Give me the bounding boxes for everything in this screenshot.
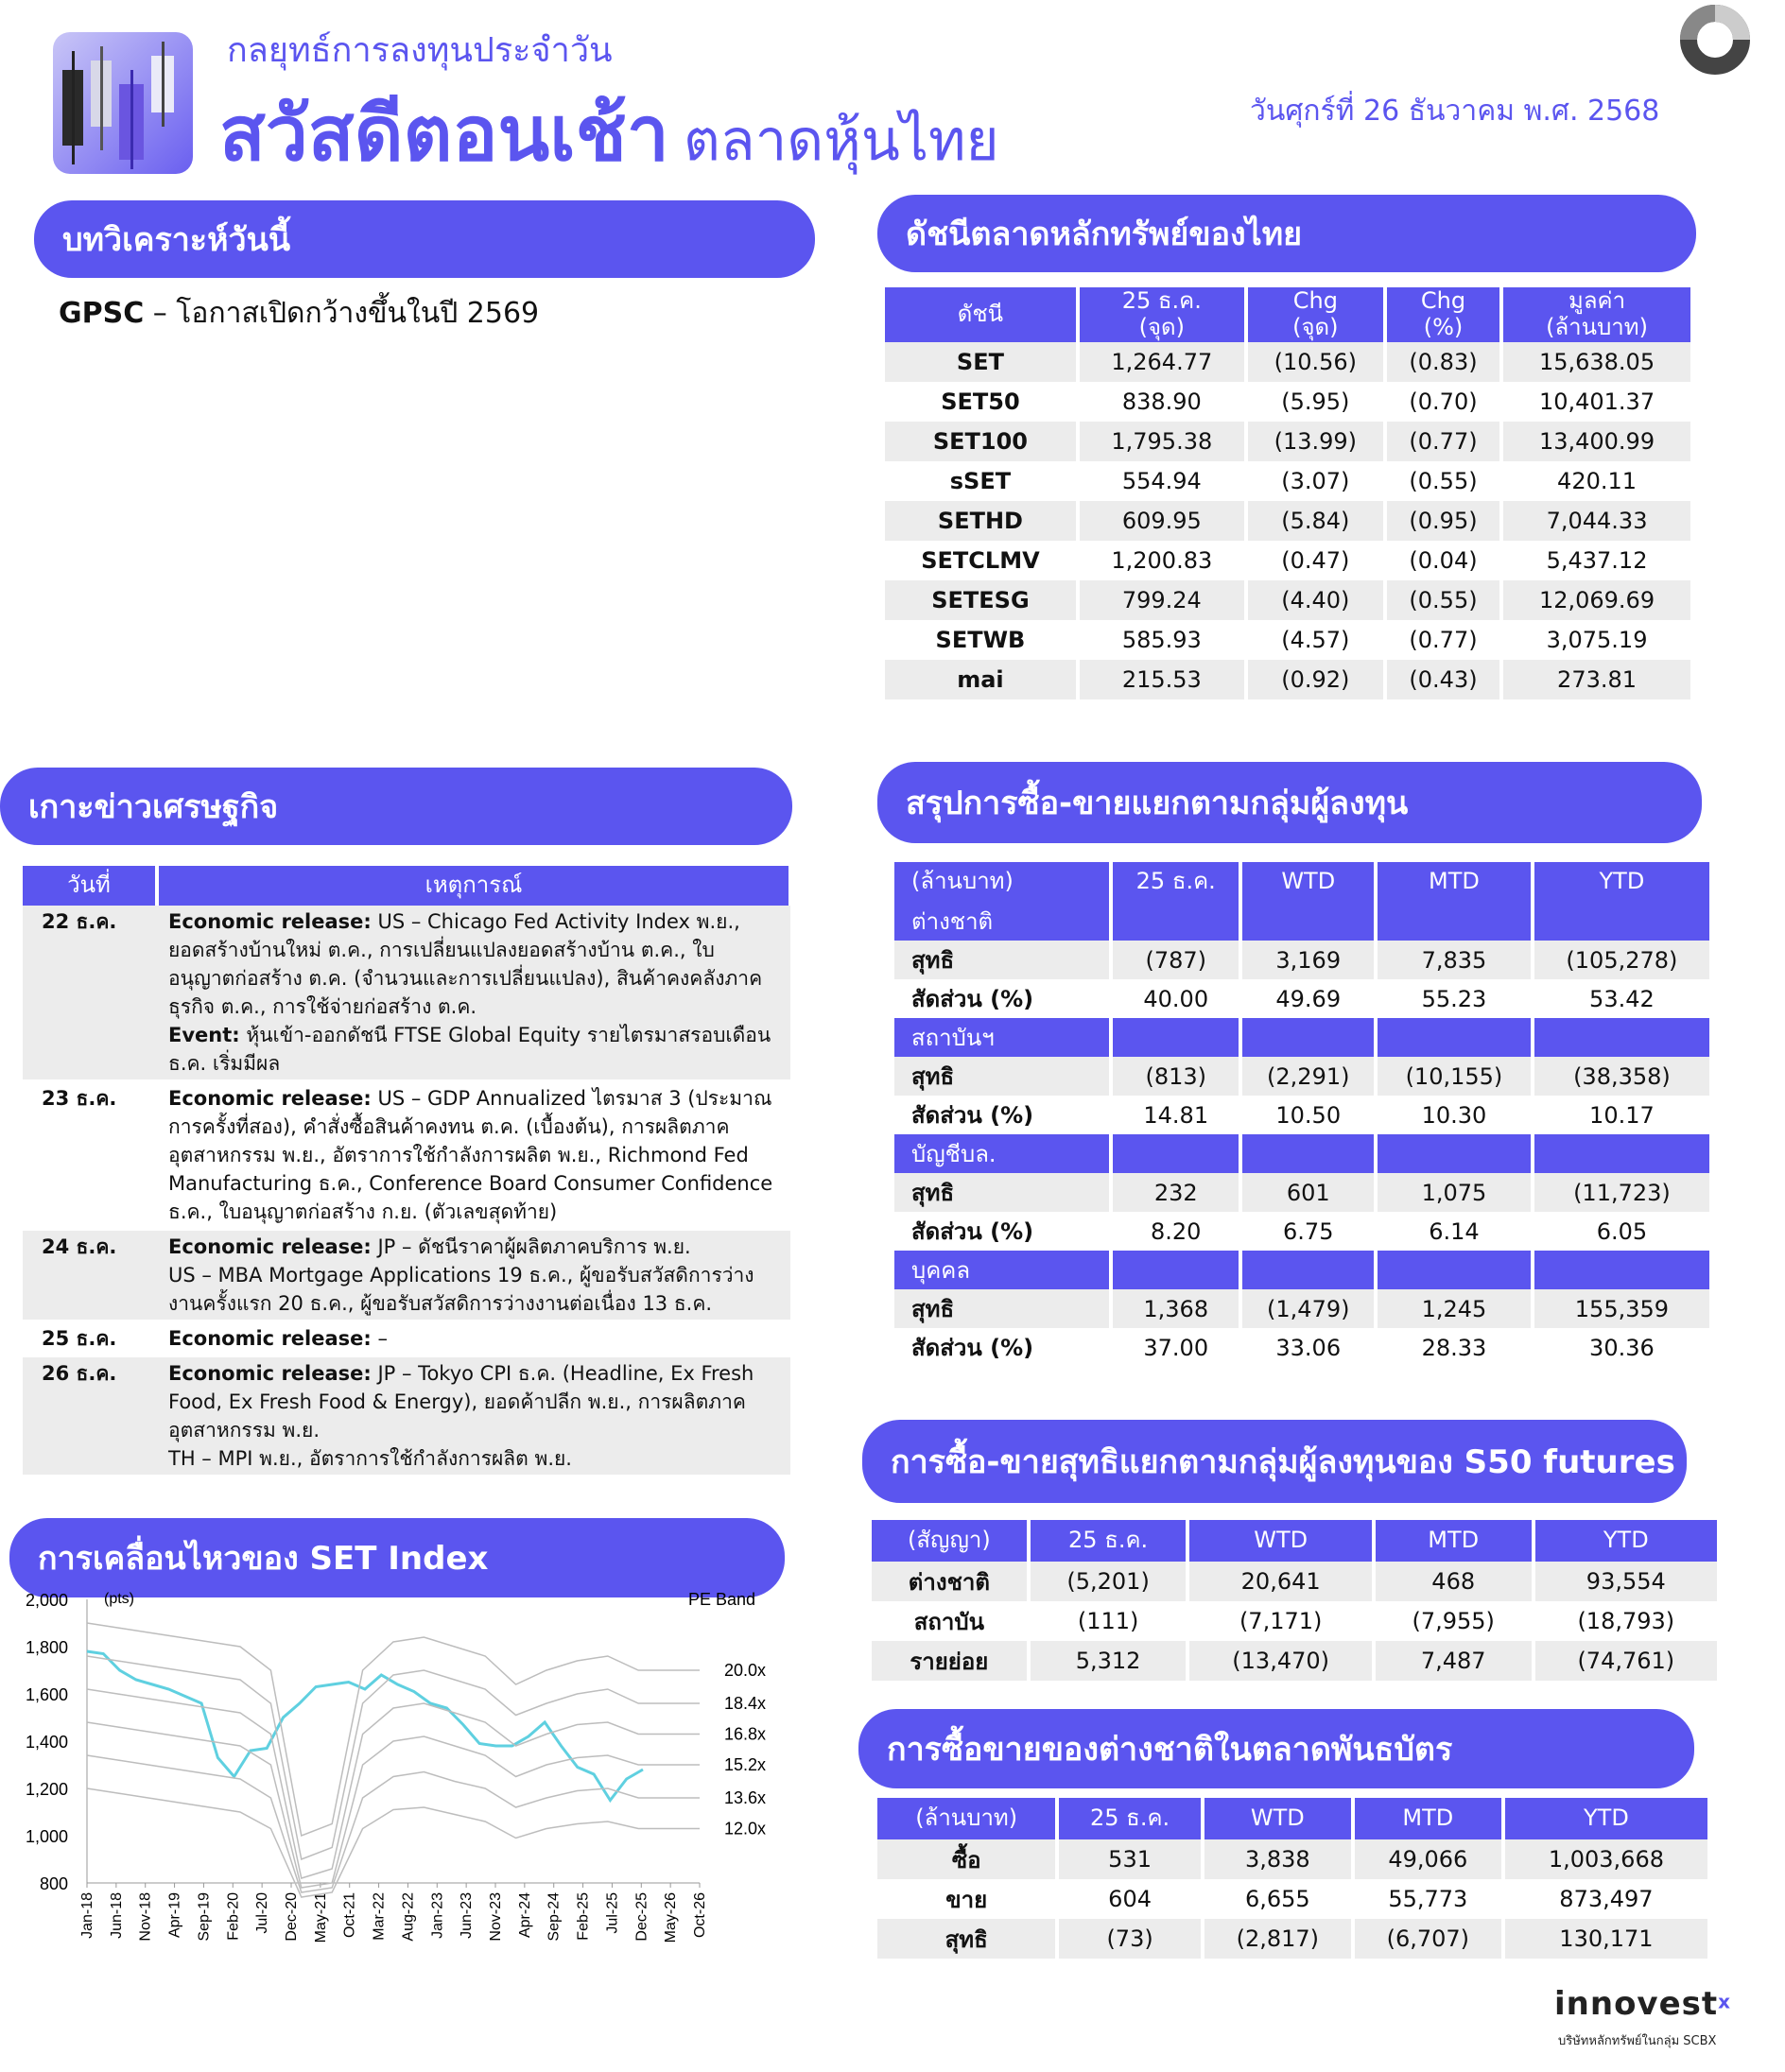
- index-value-cell: 215.53: [1078, 660, 1246, 699]
- header-title-light: ตลาดหุ้นไทย: [683, 108, 999, 174]
- investor-group-spacer: [1240, 1134, 1376, 1173]
- news-event-label: Economic release:: [168, 1327, 372, 1350]
- futures-col-2: WTD: [1187, 1520, 1373, 1562]
- news-table: [23, 866, 792, 1477]
- x-tick-label: Jun-23: [459, 1892, 476, 1939]
- news-event-text: หุ้นเข้า-ออกดัชนี FTSE Global Equity รายไตรมาสรอบเดือนธ.ค. เริ่มมีผล: [168, 1024, 771, 1075]
- futures-value-cell: (5,201): [1029, 1562, 1188, 1601]
- index-heading: [877, 195, 1696, 272]
- news-row: [23, 1230, 790, 1321]
- bond-col-4: YTD: [1503, 1798, 1709, 1839]
- futures-row: [872, 1641, 1719, 1681]
- bond-row-label: สุทธิ: [877, 1919, 1057, 1959]
- futures-value-cell: (74,761): [1534, 1641, 1719, 1681]
- investor-value-cell: 232: [1111, 1173, 1241, 1212]
- news-row: [23, 906, 790, 1081]
- investor-value-cell: 28.33: [1376, 1328, 1533, 1367]
- investor-row: [894, 941, 1711, 979]
- investor-value-cell: 53.42: [1533, 979, 1711, 1018]
- news-event-line: [168, 1021, 779, 1078]
- futures-value-cell: (111): [1029, 1601, 1188, 1641]
- index-value-cell: 554.94: [1078, 461, 1246, 501]
- news-event-line: [168, 1359, 779, 1444]
- index-value-cell: (0.55): [1385, 461, 1501, 501]
- investor-group-name: ต่างชาติ: [894, 902, 1111, 941]
- investor-group-spacer: [1111, 902, 1241, 941]
- investor-group-spacer: [1376, 1018, 1533, 1057]
- pe-band-line: [87, 1755, 700, 1892]
- futures-col-1: 25 ธ.ค.: [1029, 1520, 1188, 1562]
- y-tick-label: 1,400: [25, 1733, 68, 1752]
- investor-value-cell: (787): [1111, 941, 1241, 979]
- pe-band-line: [87, 1722, 700, 1888]
- investor-row: [894, 1289, 1711, 1328]
- investor-group-row: [894, 1251, 1711, 1289]
- investor-group-spacer: [1533, 902, 1711, 941]
- investor-value-cell: (11,723): [1533, 1173, 1711, 1212]
- investor-row: [894, 1173, 1711, 1212]
- x-tick-label: Nov-23: [488, 1892, 504, 1942]
- index-name-cell: SET50: [885, 382, 1078, 422]
- index-value-cell: 12,069.69: [1501, 580, 1692, 620]
- x-tick-label: Feb-25: [575, 1892, 592, 1941]
- investor-col-0: (ล้านบาท): [894, 862, 1111, 902]
- investor-value-cell: 7,835: [1376, 941, 1533, 979]
- x-tick-label: Jan-23: [429, 1892, 446, 1939]
- bond-col-1: 25 ธ.ค.: [1057, 1798, 1202, 1839]
- investor-value-cell: 6.14: [1376, 1212, 1533, 1251]
- investor-group-spacer: [1111, 1018, 1241, 1057]
- index-row: [885, 382, 1692, 422]
- investor-group-spacer: [1533, 1134, 1711, 1173]
- futures-col-0: (สัญญา): [872, 1520, 1029, 1562]
- analysis-heading-label: บทวิเคราะห์วันนี้: [62, 221, 291, 259]
- index-row: [885, 342, 1692, 382]
- footer-logo: innovest: [1554, 1985, 1719, 2023]
- investor-value-cell: 10.17: [1533, 1096, 1711, 1134]
- investor-value-cell: 55.23: [1376, 979, 1533, 1018]
- x-tick-label: Jan-18: [79, 1892, 95, 1939]
- investor-row: [894, 1057, 1711, 1096]
- investor-col-3: MTD: [1376, 862, 1533, 902]
- investor-value-cell: 3,169: [1240, 941, 1376, 979]
- y-tick-label: 1,200: [25, 1780, 68, 1799]
- futures-heading-label: การซื้อ-ขายสุทธิแยกตามกลุ่มผู้ลงทุนของ S50 futures: [891, 1443, 1675, 1481]
- bond-value-cell: 531: [1057, 1839, 1202, 1879]
- investor-row: [894, 1328, 1711, 1367]
- index-value-cell: (10.56): [1246, 342, 1385, 382]
- investor-col-4: YTD: [1533, 862, 1711, 902]
- y-tick-label: 800: [39, 1874, 68, 1893]
- index-row: [885, 541, 1692, 580]
- pe-band-line: [87, 1656, 700, 1859]
- bond-heading-label: การซื้อขายของต่างชาติในตลาดพันธบัตร: [887, 1731, 1453, 1769]
- investor-row-label: สัดส่วน (%): [894, 1328, 1111, 1367]
- news-event: [157, 1081, 790, 1230]
- news-heading: [0, 768, 792, 845]
- index-value-cell: (0.55): [1385, 580, 1501, 620]
- index-value-cell: (0.77): [1385, 620, 1501, 660]
- pe-band-series-label: 18.4x: [724, 1694, 767, 1713]
- pe-band-line: [87, 1788, 700, 1897]
- x-tick-label: May-26: [663, 1892, 680, 1943]
- index-col-2: Chg (จุด): [1246, 287, 1385, 342]
- investor-table: [894, 862, 1713, 1367]
- investor-value-cell: (813): [1111, 1057, 1241, 1096]
- bond-col-2: WTD: [1203, 1798, 1353, 1839]
- investor-group-name: สถาบันฯ: [894, 1018, 1111, 1057]
- investor-value-cell: (105,278): [1533, 941, 1711, 979]
- futures-value-cell: (13,470): [1187, 1641, 1373, 1681]
- investor-value-cell: 37.00: [1111, 1328, 1241, 1367]
- investor-value-cell: 10.50: [1240, 1096, 1376, 1134]
- index-value-cell: 13,400.99: [1501, 422, 1692, 461]
- index-value-cell: 5,437.12: [1501, 541, 1692, 580]
- index-row: [885, 660, 1692, 699]
- news-event-line: [168, 1084, 779, 1226]
- index-value-cell: (0.43): [1385, 660, 1501, 699]
- futures-value-cell: 7,487: [1374, 1641, 1534, 1681]
- bond-table: [877, 1798, 1711, 1959]
- pe-band-series-label: 15.2x: [724, 1755, 767, 1774]
- news-event: [157, 1321, 790, 1356]
- bond-row: [877, 1879, 1709, 1919]
- news-event-line: [168, 1261, 779, 1318]
- index-col-3: Chg (%): [1385, 287, 1501, 342]
- bond-value-cell: 1,003,668: [1503, 1839, 1709, 1879]
- investor-group-spacer: [1533, 1018, 1711, 1057]
- investor-value-cell: 601: [1240, 1173, 1376, 1212]
- news-date: 22 ธ.ค.: [23, 906, 157, 1081]
- news-event: [157, 906, 790, 1081]
- pe-band-label: PE Band: [688, 1592, 756, 1609]
- pe-band-line: [87, 1689, 700, 1878]
- futures-row-label: รายย่อย: [872, 1641, 1029, 1681]
- x-tick-label: Feb-20: [225, 1892, 242, 1941]
- index-row: [885, 422, 1692, 461]
- index-name-cell: mai: [885, 660, 1078, 699]
- analysis-ticker[interactable]: GPSC: [59, 297, 145, 330]
- investor-heading-label: สรุปการซื้อ-ขายแยกตามกลุ่มผู้ลงทุน: [906, 785, 1409, 822]
- bond-row-label: ซื้อ: [877, 1839, 1057, 1879]
- news-date: 24 ธ.ค.: [23, 1230, 157, 1321]
- x-tick-label: Sep-19: [196, 1892, 213, 1942]
- futures-value-cell: 20,641: [1187, 1562, 1373, 1601]
- investor-group-name: บุคคล: [894, 1251, 1111, 1289]
- investor-heading: [877, 762, 1702, 843]
- futures-row: [872, 1562, 1719, 1601]
- news-event-text: US – GDP Annualized ไตรมาส 3 (ประมาณการครั้งที่สอง), คำสั่งซื้อสินค้าคงทน ต.ค. (เบื้องต้น), การผลิตภาคอุตสาหกรรม พ.ย., อัตราการใช้กำลังการผลิต พ.ย., Richmond Fed Manufacturing ธ.ค., Conference Board Consumer Confidence ธ.ค., ใบอนุญาตก่อสร้าง ก.ย. (ตัวเลขสุดท้าย): [168, 1087, 773, 1223]
- pe-band-line: [87, 1623, 700, 1836]
- header-kicker: กลยุทธ์การลงทุนประจำวัน: [227, 31, 613, 70]
- investor-group-spacer: [1533, 1251, 1711, 1289]
- investor-group-spacer: [1111, 1134, 1241, 1173]
- futures-row: [872, 1601, 1719, 1641]
- investor-value-cell: (2,291): [1240, 1057, 1376, 1096]
- investor-value-cell: (38,358): [1533, 1057, 1711, 1096]
- futures-row-label: สถาบัน: [872, 1601, 1029, 1641]
- set-index-line: [87, 1651, 643, 1801]
- analysis-heading: [34, 200, 815, 278]
- index-value-cell: (5.84): [1246, 501, 1385, 541]
- index-value-cell: 838.90: [1078, 382, 1246, 422]
- index-value-cell: (4.40): [1246, 580, 1385, 620]
- investor-value-cell: (1,479): [1240, 1289, 1376, 1328]
- x-tick-label: Oct-26: [692, 1892, 708, 1939]
- index-value-cell: 799.24: [1078, 580, 1246, 620]
- news-event: [157, 1230, 790, 1321]
- news-event: [157, 1356, 790, 1476]
- news-event-text: US – MBA Mortgage Applications 19 ธ.ค., ผู้ขอรับสวัสดิการว่างงานครั้งแรก 20 ธ.ค., ผู้ขอรับสวัสดิการว่างงานต่อเนื่อง 13 ธ.ค.: [168, 1264, 754, 1315]
- news-event-line: [168, 907, 779, 1021]
- index-name-cell: SETWB: [885, 620, 1078, 660]
- investor-value-cell: 1,245: [1376, 1289, 1533, 1328]
- news-heading-label: เกาะข่าวเศรษฐกิจ: [28, 788, 279, 826]
- pe-band-series-label: 16.8x: [724, 1724, 767, 1744]
- y-tick-label: 1,600: [25, 1685, 68, 1704]
- index-value-cell: (0.95): [1385, 501, 1501, 541]
- futures-value-cell: 468: [1374, 1562, 1534, 1601]
- index-name-cell: sSET: [885, 461, 1078, 501]
- investor-value-cell: 33.06: [1240, 1328, 1376, 1367]
- index-value-cell: 1,200.83: [1078, 541, 1246, 580]
- y-tick-label: 1,800: [25, 1638, 68, 1657]
- header-title-bold: สวัสดีตอนเช้า: [219, 90, 669, 178]
- index-name-cell: SETESG: [885, 580, 1078, 620]
- index-value-cell: (0.47): [1246, 541, 1385, 580]
- investor-row-label: สุทธิ: [894, 1057, 1111, 1096]
- index-value-cell: (13.99): [1246, 422, 1385, 461]
- futures-value-cell: 5,312: [1029, 1641, 1188, 1681]
- news-event-label: Economic release:: [168, 1362, 372, 1385]
- investor-group-spacer: [1240, 902, 1376, 941]
- investor-group-name: บัญชีบล.: [894, 1134, 1111, 1173]
- news-row: [23, 1321, 790, 1356]
- news-date: 26 ธ.ค.: [23, 1356, 157, 1476]
- investor-group-row: [894, 902, 1711, 941]
- investor-group-spacer: [1240, 1251, 1376, 1289]
- investor-value-cell: 1,368: [1111, 1289, 1241, 1328]
- index-value-cell: 420.11: [1501, 461, 1692, 501]
- bond-value-cell: 6,655: [1203, 1879, 1353, 1919]
- investor-value-cell: 40.00: [1111, 979, 1241, 1018]
- index-name-cell: SET: [885, 342, 1078, 382]
- bond-row: [877, 1839, 1709, 1879]
- index-name-cell: SET100: [885, 422, 1078, 461]
- investor-row: [894, 979, 1711, 1018]
- futures-value-cell: 93,554: [1534, 1562, 1719, 1601]
- pe-band-series-label: 12.0x: [724, 1819, 767, 1839]
- investor-row-label: สุทธิ: [894, 1289, 1111, 1328]
- index-table: [885, 287, 1694, 699]
- footer-sub: บริษัทหลักทรัพย์ในกลุ่ม SCBX: [1558, 2034, 1717, 2048]
- index-col-4: มูลค่า (ล้านบาท): [1501, 287, 1692, 342]
- x-tick-label: Oct-21: [341, 1892, 358, 1939]
- investor-row-label: สัดส่วน (%): [894, 1096, 1111, 1134]
- y-tick-label: 2,000: [25, 1592, 68, 1610]
- bond-value-cell: 604: [1057, 1879, 1202, 1919]
- bond-value-cell: 55,773: [1353, 1879, 1503, 1919]
- index-value-cell: (0.83): [1385, 342, 1501, 382]
- news-event-line: [168, 1444, 779, 1473]
- bond-col-0: (ล้านบาท): [877, 1798, 1057, 1839]
- news-event-label: Event:: [168, 1024, 240, 1046]
- x-tick-label: Apr-24: [516, 1892, 533, 1939]
- index-value-cell: (0.92): [1246, 660, 1385, 699]
- bond-col-3: MTD: [1353, 1798, 1503, 1839]
- bond-row: [877, 1919, 1709, 1959]
- investor-value-cell: 6.05: [1533, 1212, 1711, 1251]
- investor-group-spacer: [1376, 902, 1533, 941]
- x-tick-label: Apr-19: [166, 1892, 183, 1939]
- index-value-cell: (5.95): [1246, 382, 1385, 422]
- investor-col-1: 25 ธ.ค.: [1111, 862, 1241, 902]
- x-tick-label: May-21: [312, 1892, 329, 1943]
- investor-value-cell: 14.81: [1111, 1096, 1241, 1134]
- x-tick-label: Aug-22: [400, 1892, 417, 1942]
- brand-ring-icon: [1679, 4, 1751, 76]
- x-tick-label: Dec-25: [633, 1892, 650, 1942]
- investor-value-cell: 10.30: [1376, 1096, 1533, 1134]
- futures-value-cell: (7,171): [1187, 1601, 1373, 1641]
- investor-group-row: [894, 1018, 1711, 1057]
- futures-table: [872, 1520, 1721, 1681]
- index-value-cell: 1,795.38: [1078, 422, 1246, 461]
- index-value-cell: 273.81: [1501, 660, 1692, 699]
- investor-value-cell: (10,155): [1376, 1057, 1533, 1096]
- index-name-cell: SETCLMV: [885, 541, 1078, 580]
- index-value-cell: (4.57): [1246, 620, 1385, 660]
- bond-value-cell: (73): [1057, 1919, 1202, 1959]
- investor-value-cell: 8.20: [1111, 1212, 1241, 1251]
- futures-value-cell: (7,955): [1374, 1601, 1534, 1641]
- index-value-cell: 3,075.19: [1501, 620, 1692, 660]
- bond-row-label: ขาย: [877, 1879, 1057, 1919]
- x-tick-label: Sep-24: [546, 1892, 563, 1942]
- futures-col-4: YTD: [1534, 1520, 1719, 1562]
- x-tick-label: Jul-20: [254, 1892, 271, 1934]
- news-date: 23 ธ.ค.: [23, 1081, 157, 1230]
- analysis-text: – โอกาสเปิดกว้างขึ้นในปี 2569: [144, 297, 540, 330]
- investor-value-cell: 1,075: [1376, 1173, 1533, 1212]
- bond-value-cell: 130,171: [1503, 1919, 1709, 1959]
- x-tick-label: Nov-18: [137, 1892, 154, 1942]
- news-event-label: Economic release:: [168, 910, 372, 933]
- investor-group-row: [894, 1134, 1711, 1173]
- news-row: [23, 1081, 790, 1230]
- bond-value-cell: 873,497: [1503, 1879, 1709, 1919]
- pe-band-series-label: 20.0x: [724, 1661, 767, 1680]
- index-col-0: ดัชนี: [885, 287, 1078, 342]
- index-row: [885, 580, 1692, 620]
- news-event-text: JP – ดัชนีราคาผู้ผลิตภาคบริการ พ.ย.: [371, 1235, 691, 1258]
- index-row: [885, 501, 1692, 541]
- index-value-cell: 1,264.77: [1078, 342, 1246, 382]
- investor-value-cell: 30.36: [1533, 1328, 1711, 1367]
- bond-value-cell: (2,817): [1203, 1919, 1353, 1959]
- investor-row-label: สัดส่วน (%): [894, 1212, 1111, 1251]
- index-row: [885, 461, 1692, 501]
- index-value-cell: (0.04): [1385, 541, 1501, 580]
- set-chart-heading-label: การเคลื่อนไหวของ SET Index: [38, 1540, 489, 1578]
- futures-col-3: MTD: [1374, 1520, 1534, 1562]
- index-value-cell: 15,638.05: [1501, 342, 1692, 382]
- x-tick-label: Dec-20: [284, 1892, 300, 1942]
- header-logo-image: [53, 32, 193, 174]
- x-tick-label: Mar-22: [371, 1892, 388, 1941]
- news-event-line: [168, 1233, 779, 1261]
- index-name-cell: SETHD: [885, 501, 1078, 541]
- x-tick-label: Jul-25: [604, 1892, 621, 1934]
- futures-value-cell: (18,793): [1534, 1601, 1719, 1641]
- investor-row-label: สุทธิ: [894, 1173, 1111, 1212]
- investor-group-spacer: [1240, 1018, 1376, 1057]
- investor-group-spacer: [1376, 1251, 1533, 1289]
- news-event-text: JP – Tokyo CPI ธ.ค. (Headline, Ex Fresh Food, Ex Fresh Food & Energy), ยอดค้าปลีก พ.ย., การผลิตภาคอุตสาหกรรม พ.ย.: [168, 1362, 754, 1442]
- investor-row-label: สัดส่วน (%): [894, 979, 1111, 1018]
- investor-row: [894, 1212, 1711, 1251]
- index-value-cell: 10,401.37: [1501, 382, 1692, 422]
- footer-logo-x: x: [1718, 1990, 1731, 2013]
- index-value-cell: (0.70): [1385, 382, 1501, 422]
- y-axis-label: (pts): [104, 1592, 134, 1607]
- investor-group-spacer: [1376, 1134, 1533, 1173]
- investor-row: [894, 1096, 1711, 1134]
- investor-value-cell: 6.75: [1240, 1212, 1376, 1251]
- news-event-line: [168, 1324, 779, 1353]
- bond-value-cell: 3,838: [1203, 1839, 1353, 1879]
- index-value-cell: 585.93: [1078, 620, 1246, 660]
- news-date: 25 ธ.ค.: [23, 1321, 157, 1356]
- set-chart-heading: [9, 1518, 785, 1597]
- news-col-date: วันที่: [23, 866, 157, 906]
- bond-value-cell: (6,707): [1353, 1919, 1503, 1959]
- news-event-text: –: [371, 1327, 388, 1350]
- news-row: [23, 1356, 790, 1476]
- investor-row-label: สุทธิ: [894, 941, 1111, 979]
- pe-band-series-label: 13.6x: [724, 1788, 767, 1807]
- index-value-cell: (0.77): [1385, 422, 1501, 461]
- investor-value-cell: 155,359: [1533, 1289, 1711, 1328]
- news-event-text: US – Chicago Fed Activity Index พ.ย., ยอดสร้างบ้านใหม่ ต.ค., การเปลี่ยนแปลงยอดสร้างบ้าน ต.ค., ใบอนุญาตก่อสร้าง ต.ค. (จำนวนและการเปลี่ยนแปลง), สินค้าคงคลังภาคธุรกิจ ต.ค., การใช้จ่ายก่อสร้าง ต.ค.: [168, 910, 763, 1018]
- x-tick-label: Jun-18: [108, 1892, 125, 1939]
- index-heading-label: ดัชนีตลาดหลักทรัพย์ของไทย: [906, 216, 1303, 253]
- bond-heading: [858, 1709, 1694, 1788]
- y-tick-label: 1,000: [25, 1827, 68, 1846]
- news-col-event: เหตุการณ์: [157, 866, 790, 906]
- bond-value-cell: 49,066: [1353, 1839, 1503, 1879]
- index-col-1: 25 ธ.ค. (จุด): [1078, 287, 1246, 342]
- index-value-cell: 609.95: [1078, 501, 1246, 541]
- futures-row-label: ต่างชาติ: [872, 1562, 1029, 1601]
- set-index-chart: [0, 1592, 794, 1970]
- investor-group-spacer: [1111, 1251, 1241, 1289]
- index-row: [885, 620, 1692, 660]
- investor-col-2: WTD: [1240, 862, 1376, 902]
- news-event-label: Economic release:: [168, 1235, 372, 1258]
- header-date: วันศุกร์ที่ 26 ธันวาคม พ.ศ. 2568: [1250, 95, 1660, 128]
- index-value-cell: (3.07): [1246, 461, 1385, 501]
- futures-heading: [862, 1420, 1687, 1503]
- investor-value-cell: 49.69: [1240, 979, 1376, 1018]
- news-event-label: Economic release:: [168, 1087, 372, 1110]
- index-value-cell: 7,044.33: [1501, 501, 1692, 541]
- news-event-text: TH – MPI พ.ย., อัตราการใช้กำลังการผลิต พ.ย.: [168, 1447, 572, 1470]
